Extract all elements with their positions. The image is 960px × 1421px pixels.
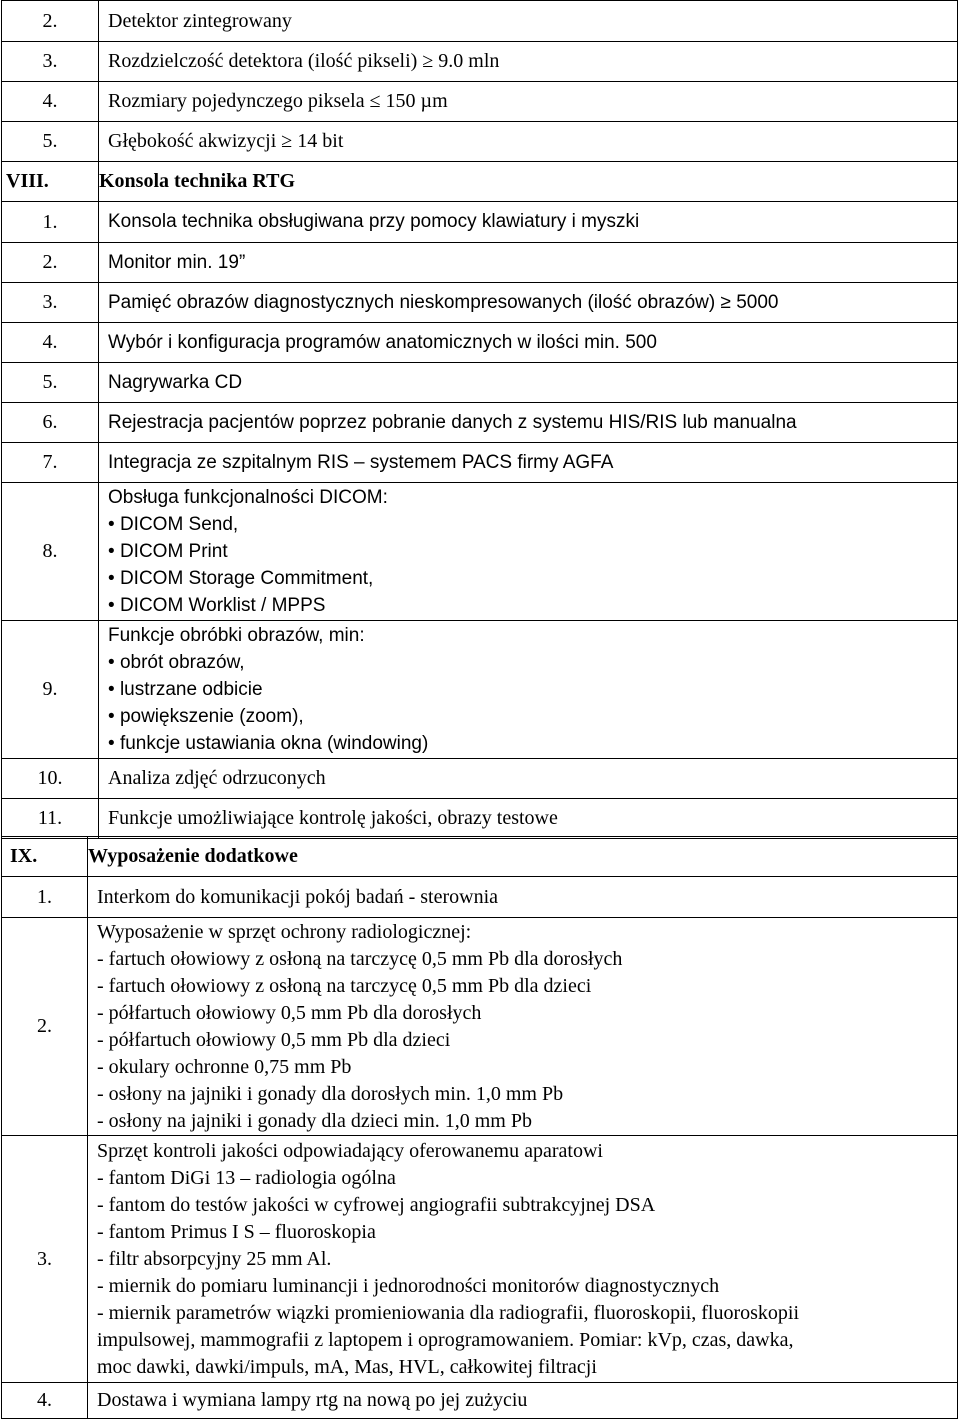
protection-line: - fartuch ołowiowy z osłoną na tarczycę 0,5 mm Pb dla dorosłych (97, 947, 623, 970)
bullet-item: • funkcje ustawiania okna (windowing) (108, 730, 957, 757)
table-row (2, 202, 958, 243)
row-number: 4. (2, 1383, 88, 1419)
section-number: IX. (2, 837, 88, 877)
row-number: 1. (2, 202, 99, 243)
qc-line: - filtr absorpcyjny 25 mm Al. (97, 1247, 332, 1270)
row-text: Detektor zintegrowany (99, 1, 958, 42)
row-text: Interkom do komunikacji pokój badań - sterownia (88, 877, 958, 918)
row-number: 5. (2, 363, 99, 403)
row-text: Nagrywarka CD (99, 363, 958, 403)
section-title: Konsola technika RTG (99, 162, 958, 202)
row-number: 5. (2, 122, 99, 162)
row-number: 6. (2, 403, 99, 443)
table-row (2, 443, 958, 483)
table-row (2, 799, 958, 839)
section-number: VIII. (2, 162, 99, 202)
row-number: 3. (2, 1136, 88, 1383)
protection-line: - fartuch ołowiowy z osłoną na tarczycę 0,5 mm Pb dla dzieci (97, 974, 592, 997)
section-heading-row (2, 837, 958, 877)
qc-line: - fantom do testów jakości w cyfrowej angiografii subtrakcyjnej DSA (97, 1193, 656, 1216)
table-row (2, 82, 958, 122)
table-row (2, 323, 958, 363)
protection-line: - półfartuch ołowiowy 0,5 mm Pb dla dzieci (97, 1028, 451, 1051)
qc-line: impulsowej, mammografii z laptopem i oprogramowaniem. Pomiar: kVp, czas, dawka, (97, 1328, 794, 1351)
image-processing-cell (99, 621, 958, 759)
qc-line: - fantom DiGi 13 – radiologia ogólna (97, 1166, 396, 1189)
bullet-item: • DICOM Storage Commitment, (108, 565, 957, 592)
row-number: 2. (2, 918, 88, 1136)
row-number: 8. (2, 483, 99, 621)
spec-table-accessories (1, 836, 958, 1419)
bullet-item: • lustrzane odbicie (108, 676, 957, 703)
spec-table-console (1, 201, 958, 839)
row-number: 2. (2, 1, 99, 42)
bullet-item: • powiększenie (zoom), (108, 703, 957, 730)
dicom-functions-cell (99, 483, 958, 621)
dicom-functions-title: Obsługa funkcjonalności DICOM: (108, 487, 388, 508)
qc-line: - miernik do pomiaru luminancji i jednorodności monitorów diagnostycznych (97, 1274, 720, 1297)
row-text: Integracja ze szpitalnym RIS – systemem PACS firmy AGFA (99, 443, 958, 483)
protection-line: Wyposażenie w sprzęt ochrony radiologicznej: (97, 920, 472, 943)
row-text: Monitor min. 19” (99, 243, 958, 283)
row-text: Głębokość akwizycji ≥ 14 bit (99, 122, 958, 162)
table-row (2, 243, 958, 283)
table-row (2, 403, 958, 443)
radiation-protection-cell (88, 918, 958, 1136)
spec-table-detector (1, 0, 958, 202)
image-processing-title: Funkcje obróbki obrazów, min: (108, 625, 365, 646)
table-row (2, 283, 958, 323)
protection-line: - osłony na jajniki i gonady dla dorosłych min. 1,0 mm Pb (97, 1082, 564, 1105)
section-title: Wyposażenie dodatkowe (88, 837, 958, 877)
row-text: Dostawa i wymiana lampy rtg na nową po jej zużyciu (88, 1383, 958, 1419)
protection-line: - półfartuch ołowiowy 0,5 mm Pb dla dorosłych (97, 1001, 482, 1024)
row-number: 11. (2, 799, 99, 839)
qc-line: - fantom Primus I S – fluoroskopia (97, 1220, 376, 1243)
row-number: 10. (2, 759, 99, 799)
row-number: 4. (2, 82, 99, 122)
table-row (2, 363, 958, 403)
qc-line: Sprzęt kontroli jakości odpowiadający oferowanemu aparatowi (97, 1139, 603, 1162)
table-row (2, 122, 958, 162)
bullet-item: • DICOM Worklist / MPPS (108, 592, 957, 619)
table-row-dicom (2, 483, 958, 621)
row-number: 7. (2, 443, 99, 483)
row-text: Wybór i konfiguracja programów anatomicznych w ilości min. 500 (99, 323, 958, 363)
bullet-item: • DICOM Print (108, 538, 957, 565)
qc-line: - miernik parametrów wiązki promieniowania dla radiografii, fluoroskopii, fluoroskopii (97, 1301, 800, 1324)
section-heading-row (2, 162, 958, 202)
row-text: Rejestracja pacjentów poprzez pobranie danych z systemu HIS/RIS lub manualna (99, 403, 958, 443)
row-text: Rozdzielczość detektora (ilość pikseli) ≥ 9.0 mln (99, 42, 958, 82)
protection-line: - okulary ochronne 0,75 mm Pb (97, 1055, 352, 1078)
row-text: Rozmiary pojedynczego piksela ≤ 150 µm (99, 82, 958, 122)
table-row (2, 1, 958, 42)
table-row (2, 1383, 958, 1419)
row-text: Konsola technika obsługiwana przy pomocy klawiatury i myszki (99, 202, 958, 243)
row-text: Analiza zdjęć odrzuconych (99, 759, 958, 799)
row-number: 9. (2, 621, 99, 759)
row-number: 1. (2, 877, 88, 918)
bullet-item: • DICOM Send, (108, 511, 957, 538)
table-row (2, 759, 958, 799)
quality-control-cell (88, 1136, 958, 1383)
table-row-quality-control (2, 1136, 958, 1383)
row-number: 3. (2, 283, 99, 323)
bullet-item: • obrót obrazów, (108, 649, 957, 676)
row-number: 3. (2, 42, 99, 82)
row-text: Pamięć obrazów diagnostycznych nieskompresowanych (ilość obrazów) ≥ 5000 (99, 283, 958, 323)
row-number: 4. (2, 323, 99, 363)
table-row-image-processing (2, 621, 958, 759)
row-number: 2. (2, 243, 99, 283)
table-row (2, 877, 958, 918)
table-row (2, 42, 958, 82)
protection-line: - osłony na jajniki i gonady dla dzieci min. 1,0 mm Pb (97, 1109, 532, 1132)
qc-line: moc dawki, dawki/impuls, mA, Mas, HVL, całkowitej filtracji (97, 1355, 597, 1378)
row-text: Funkcje umożliwiające kontrolę jakości, obrazy testowe (99, 799, 958, 839)
table-row-protection (2, 918, 958, 1136)
